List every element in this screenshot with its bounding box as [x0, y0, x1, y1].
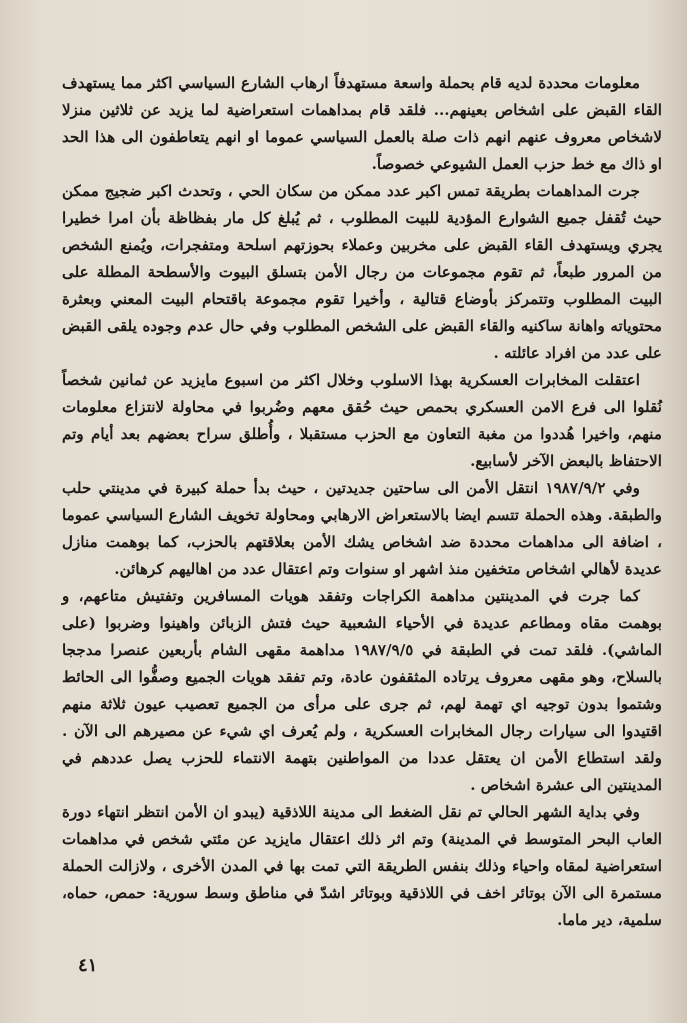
paragraph-3: اعتقلت المخابرات العسكرية بهذا الاسلوب وخلال اكثر من اسبوع مايزيد عن ثمانين شخصاً نُقلوا الى فرع الامن العسكري بحمص حيث حُقق معهم وضُربوا في محاولة لانتزاع معلومات منهم، واخيرا هُددوا من مغبة التعاون مع الحزب مستقبلا ، وأُطلق سراح بعضهم بعد أيام وتم الاحتفاظ بالبعض الآخر لأسابيع.: [62, 371, 662, 470]
paragraph-6: وفي بداية الشهر الحالي تم نقل الضغط الى مدينة اللاذقية (يبدو ان الأمن انتظر انتهاء دورة العاب البحر المتوسط في المدينة) وتم اثر ذلك اعتقال مايزيد عن مئتي شخص في مداهمات استعراضية لمقاه واحياء وذلك بنفس الطريقة التي تمت بها في المدن الأخرى ، ولازالت الحملة مستمرة الى الآن بوتائر اخف في اللاذقية وبوتائر اشدّ في مناطق وسط سورية: حمص، حماه، سلمية، دير ماما.: [62, 803, 662, 929]
paragraph-2: جرت المداهمات بطريقة تمس اكبر عدد ممكن من سكان الحي ، وتحدث اكبر ضجيج ممكن حيث تُقفل جميع الشوارع المؤدية للبيت المطلوب ، ثم يُبلغ كل مار بفظاظة بأن امرا خطيرا يجري ويستهدف القاء القبض على مخربين وعملاء بحوزتهم اسلحة ومتفجرات، ويُمنع الشخص من المرور طبعاً، ثم تقوم مجموعات من رجال الأمن بتسلق البيوت والأسطحة المطلة على البيت المطلوب وتتمركز بأوضاع قتالية ، وأخيرا تقوم مجموعة باقتحام البيت المعني وبعثرة محتوياته واهانة ساكنيه والقاء القبض على الشخص المطلوب وفي حال عدم وجوده يلقى القبض على عدد من افراد عائلته .: [62, 182, 662, 362]
body-text: [62, 70, 662, 934]
page-number: ٤١: [78, 955, 98, 976]
paragraph-1: معلومات محددة لديه قام بحملة واسعة مستهدفاً ارهاب الشارع السياسي اكثر مما يستهدف القاء القبض على اشخاص بعينهم... فلقد قام بمداهمات استعراضية لما يزيد عن ثلاثين منزلا لاشخاص معروف عنهم انهم ذات صلة بالعمل السياسي عموما او انهم يتعاطفون الى هذا الحد او ذاك مع خط حزب العمل الشيوعي خصوصاً.: [62, 74, 662, 173]
paragraph-5: كما جرت في المدينتين مداهمة الكراجات وتفقد هويات المسافرين وتفتيش متاعهم، و بوهمت مقاه ومطاعم عديدة في الأحياء الشعبية حيث فتش الزبائن واهينوا وضربوا (على الماشي). فلقد تمت في الطبقة في ١٩٨٧/٩/٥ مداهمة مقهى الشام بأربعين عنصرا مدججا بالسلاح، وهو مقهى معروف يرتاده المثقفون عادة، وتم تفقد هويات الجميع وصفُّوا الى الحائط وشتموا بدون توجيه اي تهمة لهم، ثم جرى على مرأى من الجميع تعصيب عيون ثلاثة منهم اقتيدوا الى سيارات رجال المخابرات العسكرية ، ولم يُعرف اي شيء عن مصيرهم الى الآن . ولقد استطاع الأمن ان يعتقل عددا من المواطنين بتهمة الانتماء للحزب يصل عددهم في المدينتين الى عشرة اشخاص .: [62, 587, 662, 794]
paragraph-4: وفي ١٩٨٧/٩/٢ انتقل الأمن الى ساحتين جديدتين ، حيث بدأ حملة كبيرة في مدينتي حلب والطبقة. وهذه الحملة تتسم ايضا بالاستعراض الارهابي ومحاولة تخويف الشارع السياسي عموما ، اضافة الى مداهمات محددة ضد اشخاص يشك الأمن بعلاقتهم بالحزب، كما بوهمت منازل عديدة لأهالي اشخاص متخفين منذ اشهر او سنوات وتم اعتقال عدد من اهاليهم كرهائن.: [62, 479, 662, 578]
